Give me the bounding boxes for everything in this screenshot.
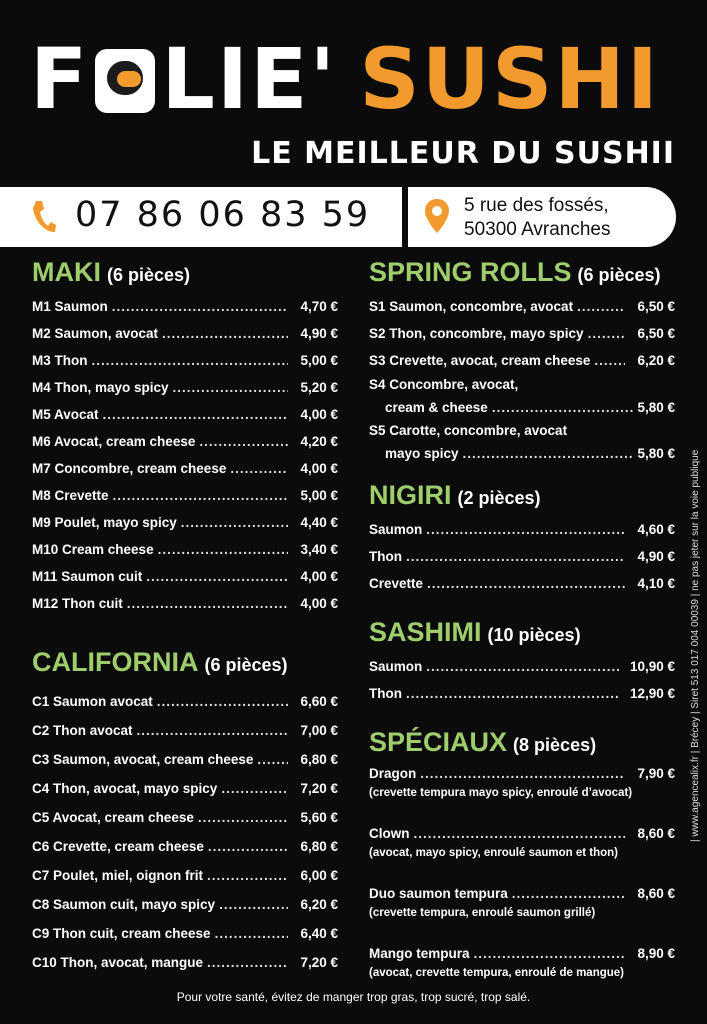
menu-item: C5 Avocat, cream cheese ..... 5,60 € <box>32 803 338 832</box>
logo-letter-f: F <box>30 30 90 128</box>
section-maki <box>32 257 338 617</box>
logo-sushi-text: SUSHI <box>359 30 661 128</box>
menu-item: Dragon ..... 7,90 € (crevette tempura mayo spicy, enroulé d’avocat) <box>369 763 675 801</box>
address-line-1: 5 rue des fossés, <box>464 195 609 216</box>
maki-list <box>32 293 338 617</box>
section-speciaux <box>369 727 675 981</box>
menu-item: Thon ..... 12,90 € <box>369 680 675 707</box>
menu-item: C2 Thon avocat ..... 7,00 € <box>32 716 338 745</box>
menu-item: M9 Poulet, mayo spicy ..... 4,40 € <box>32 509 338 536</box>
left-column <box>32 257 338 977</box>
divider <box>402 187 408 247</box>
phone-icon <box>30 199 56 235</box>
section-name: SASHIMI <box>369 617 482 647</box>
menu-item: Saumon ..... 10,90 € <box>369 653 675 680</box>
menu-item: M6 Avocat, cream cheese ..... 4,20 € <box>32 428 338 455</box>
section-name: MAKI <box>32 257 101 287</box>
menu-item: Duo saumon tempura ..... 8,60 € (crevette tempura, enroulé saumon grillé) <box>369 883 675 921</box>
health-notice: Pour votre santé, évitez de manger trop gras, trop sucré, trop salé. <box>176 990 531 1004</box>
item-description: (avocat, crevette tempura, enroulé de mangue) <box>369 967 624 979</box>
item-description: (avocat, mayo spicy, enroulé saumon et thon) <box>369 847 619 859</box>
menu-item: S4 Concombre, avocat, cream & cheese ..... 5,80 € <box>369 374 675 420</box>
side-credits: | www.agencealix.fr | Brécey | Siret 513 017 004 00039 | ne pas jeter sur la voie publique <box>690 449 701 842</box>
section-nigiri <box>369 480 675 597</box>
section-name: CALIFORNIA <box>32 647 199 677</box>
section-title <box>369 480 675 516</box>
section-name: NIGIRI <box>369 480 452 510</box>
menu-item: Mango tempura ..... 8,90 € (avocat, crevette tempura, enroulé de mangue) <box>369 943 675 981</box>
menu-item: C3 Saumon, avocat, cream cheese ..... 6,80 € <box>32 745 338 774</box>
california-list <box>32 687 338 977</box>
section-california <box>32 647 338 977</box>
logo-folie-text: LIE' <box>161 30 338 128</box>
item-description: (crevette tempura, enroulé saumon grillé) <box>369 907 596 919</box>
menu-item: C4 Thon, avocat, mayo spicy ..... 7,20 € <box>32 774 338 803</box>
menu-item: S1 Saumon, concombre, avocat ..... 6,50 € <box>369 293 675 320</box>
map-pin-icon <box>424 198 450 234</box>
menu-item: Clown ..... 8,60 € (avocat, mayo spicy, enroulé saumon et thon) <box>369 823 675 861</box>
menu-item: M8 Crevette ..... 5,00 € <box>32 482 338 509</box>
menu-item: C8 Saumon cuit, mayo spicy ..... 6,20 € <box>32 890 338 919</box>
section-title <box>32 257 338 293</box>
menu-item: M5 Avocat ..... 4,00 € <box>32 401 338 428</box>
menu-item: M7 Concombre, cream cheese ..... 4,00 € <box>32 455 338 482</box>
menu-item: S2 Thon, concombre, mayo spicy ..... 6,50 € <box>369 320 675 347</box>
tagline: LE MEILLEUR DU SUSHII <box>251 136 675 171</box>
menu-item: Thon ..... 4,90 € <box>369 543 675 570</box>
section-count: (10 pièces) <box>487 625 581 645</box>
menu-item: M11 Saumon cuit ..... 4,00 € <box>32 563 338 590</box>
section-name: SPÉCIAUX <box>369 727 508 757</box>
sushi-roll-icon <box>95 49 155 113</box>
logo <box>30 30 661 128</box>
section-spring-rolls <box>369 257 675 466</box>
menu-item: M3 Thon ..... 5,00 € <box>32 347 338 374</box>
menu-item: Saumon ..... 4,60 € <box>369 516 675 543</box>
right-column <box>369 257 675 1003</box>
contact-bar <box>0 187 676 247</box>
menu-item: C7 Poulet, miel, oignon frit ..... 6,00 € <box>32 861 338 890</box>
menu-item: S3 Crevette, avocat, cream cheese ..... 6,20 € <box>369 347 675 374</box>
menu-item: M1 Saumon ..... 4,70 € <box>32 293 338 320</box>
section-count: (2 pièces) <box>457 488 541 508</box>
menu-item: C1 Saumon avocat ..... 6,60 € <box>32 687 338 716</box>
section-title <box>369 727 675 763</box>
menu-item: Crevette ..... 4,10 € <box>369 570 675 597</box>
menu-item: S5 Carotte, concombre, avocat mayo spicy ..... 5,80 € <box>369 420 675 466</box>
section-title <box>369 617 675 653</box>
section-title <box>32 647 338 687</box>
menu-item: M4 Thon, mayo spicy ..... 5,20 € <box>32 374 338 401</box>
section-title <box>369 257 675 293</box>
section-count: (8 pièces) <box>513 735 597 755</box>
header <box>0 0 707 185</box>
section-count: (6 pièces) <box>577 265 661 285</box>
menu-item: C9 Thon cuit, cream cheese ..... 6,40 € <box>32 919 338 948</box>
menu-item: M2 Saumon, avocat ..... 4,90 € <box>32 320 338 347</box>
menu-item: C10 Thon, avocat, mangue ..... 7,20 € <box>32 948 338 977</box>
address <box>464 194 611 242</box>
address-line-2: 50300 Avranches <box>464 219 611 240</box>
section-count: (6 pièces) <box>204 655 288 675</box>
menu-item: M12 Thon cuit ..... 4,00 € <box>32 590 338 617</box>
section-count: (6 pièces) <box>107 265 191 285</box>
section-name: SPRING ROLLS <box>369 257 572 287</box>
item-description: (crevette tempura mayo spicy, enroulé d’avocat) <box>369 787 633 799</box>
section-sashimi <box>369 617 675 707</box>
menu-item: M10 Cream cheese ..... 3,40 € <box>32 536 338 563</box>
phone-number[interactable]: 07 86 06 83 59 <box>75 195 371 235</box>
menu-item: C6 Crevette, cream cheese ..... 6,80 € <box>32 832 338 861</box>
